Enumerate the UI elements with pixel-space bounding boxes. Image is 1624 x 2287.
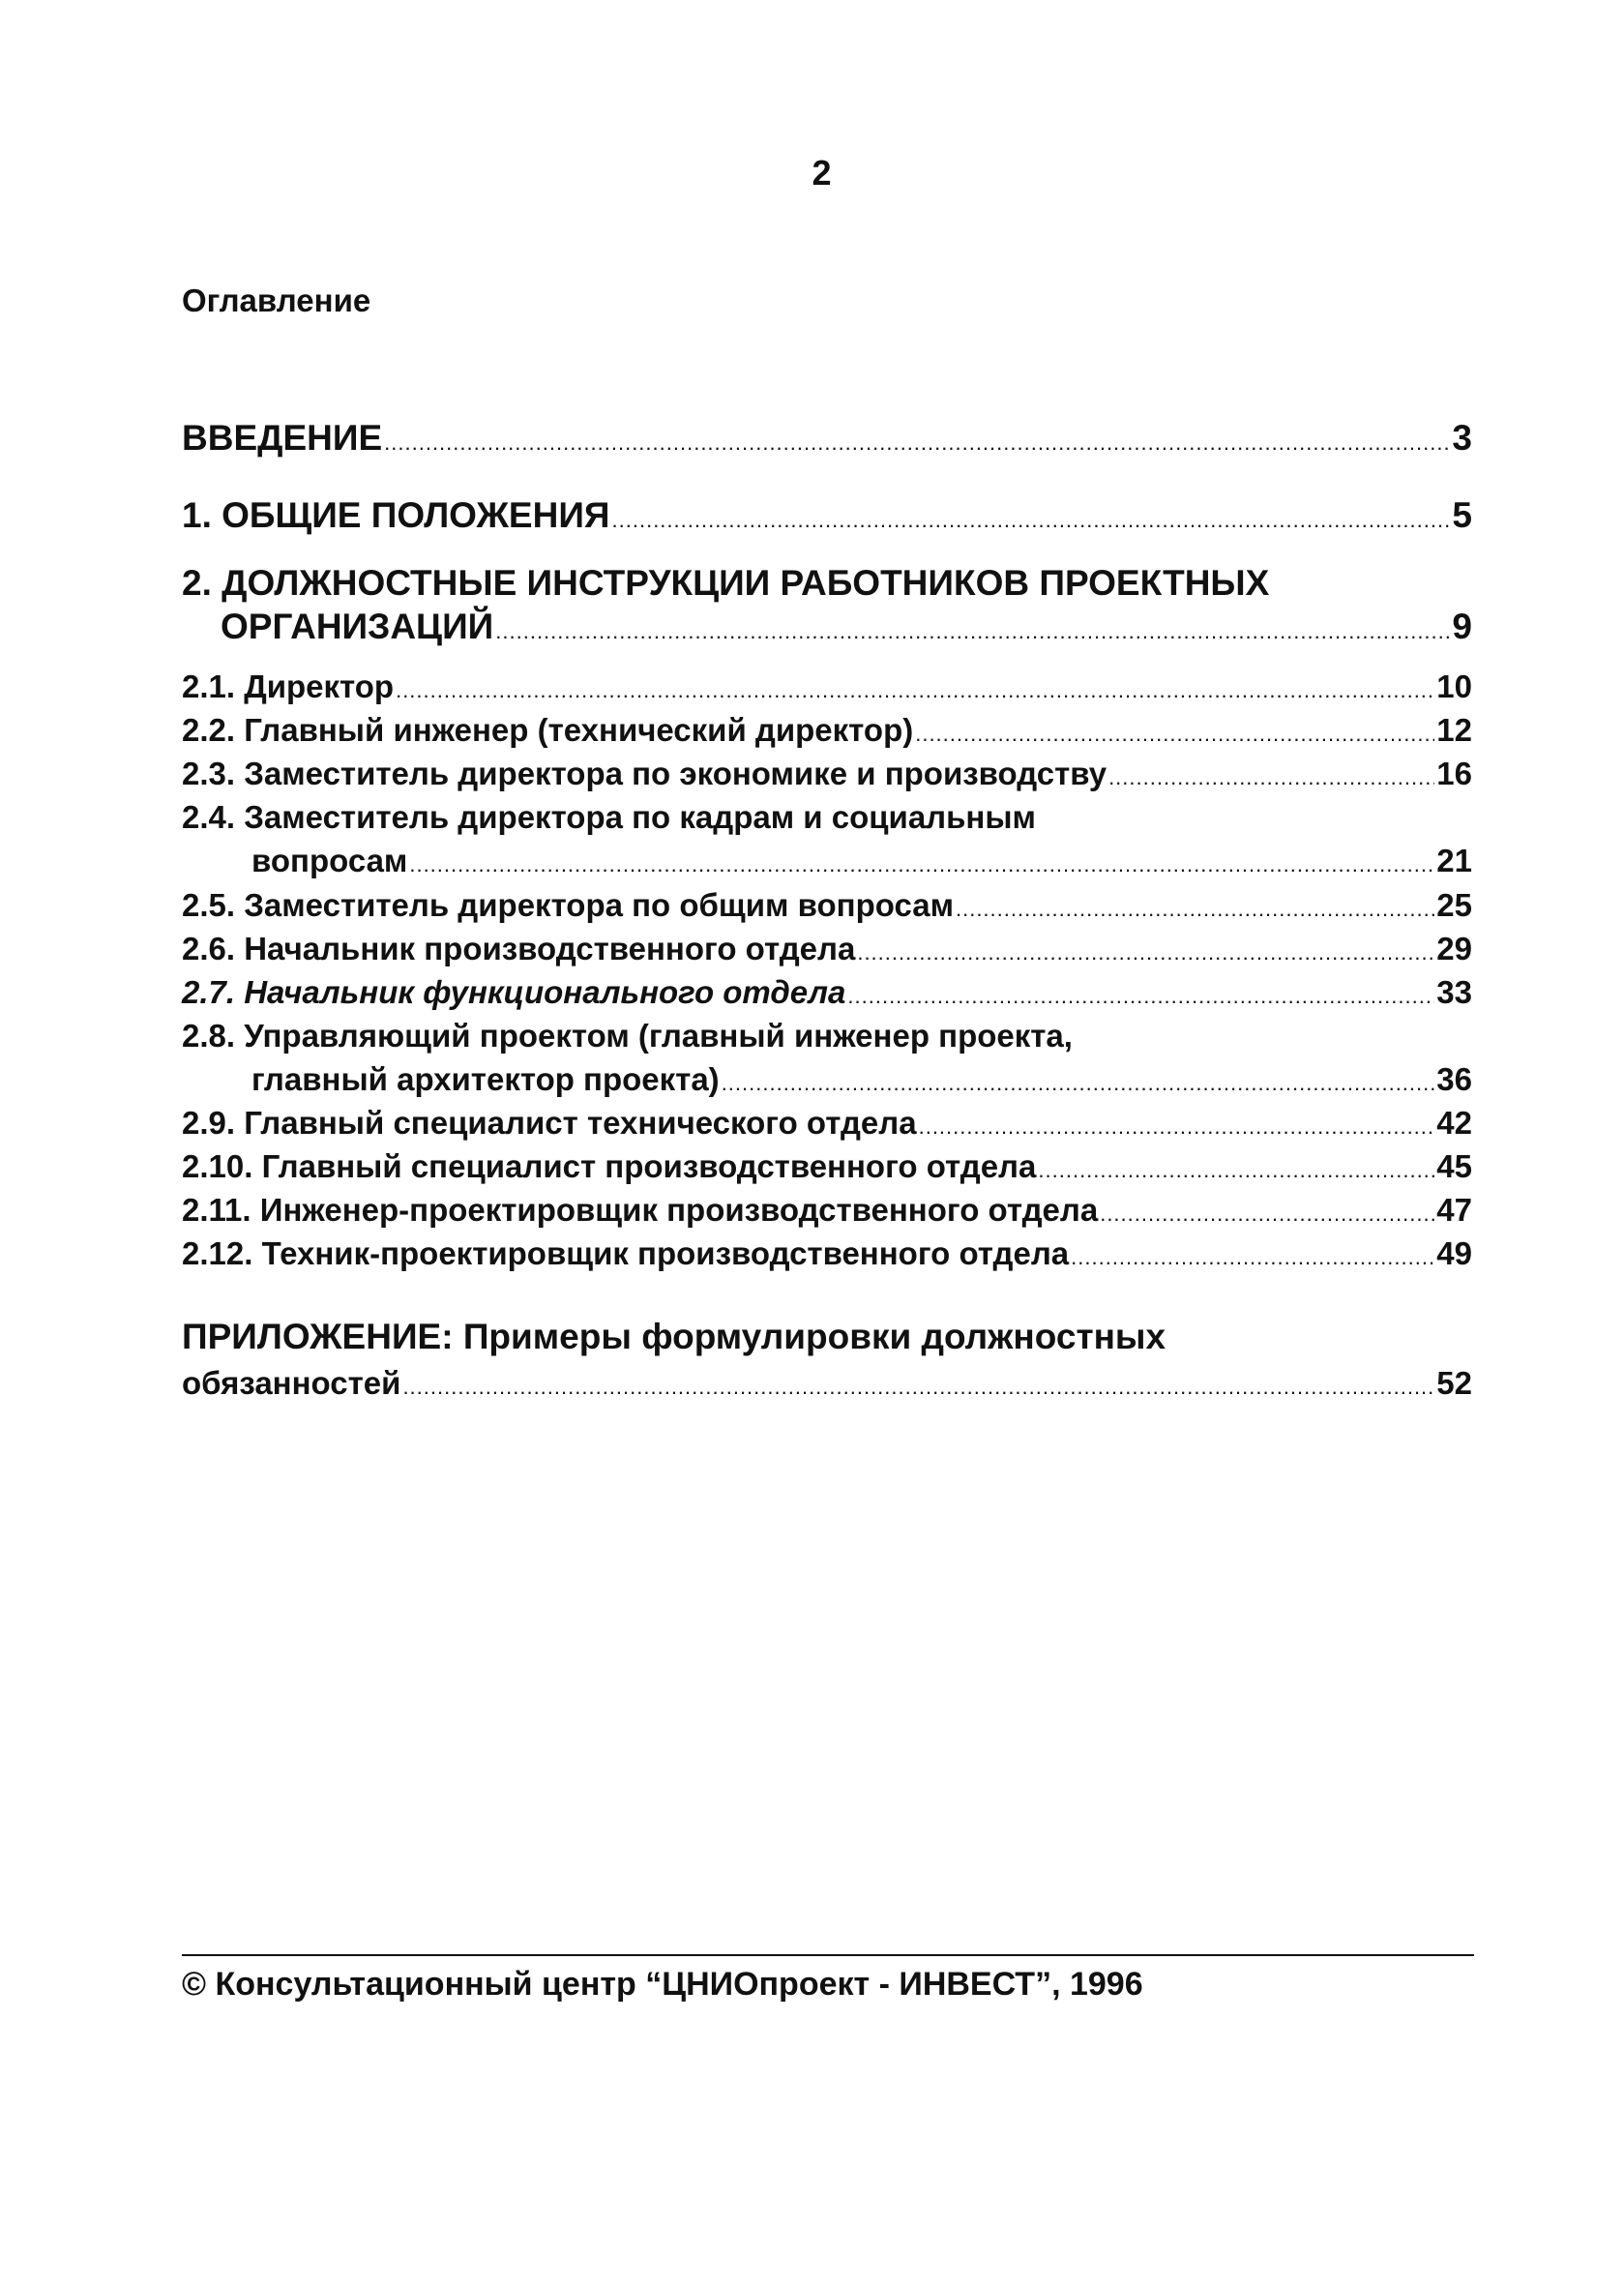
dot-leader <box>1108 758 1434 797</box>
toc-entry-page: 16 <box>1436 756 1472 791</box>
toc-entry-page: 45 <box>1436 1148 1472 1184</box>
copyright-footer: © Консультационный центр “ЦНИОпроект - ИНВЕСТ”, 1996 <box>182 1966 1143 2003</box>
toc-entry-2-4[interactable] <box>251 842 1472 884</box>
toc-entry-page: 9 <box>1452 607 1472 646</box>
toc-entry-page: 52 <box>1436 1365 1472 1401</box>
toc-entry-page: 21 <box>1436 843 1472 878</box>
footer-divider <box>182 1954 1474 1956</box>
toc-entry-label: обязанностей <box>182 1365 401 1401</box>
toc-entry-page: 47 <box>1436 1192 1472 1228</box>
toc-entry-2-4-line1[interactable]: 2.4. Заместитель директора по кадрам и социальным <box>182 799 1036 835</box>
toc-entry-label: 2.5. Заместитель директора по общим вопросам <box>182 887 954 923</box>
dot-leader <box>396 671 1434 710</box>
dot-leader <box>956 890 1434 929</box>
toc-entry-label: 2.2. Главный инженер (технический директор) <box>182 712 914 748</box>
toc-entry-2-8[interactable] <box>251 1060 1472 1103</box>
toc-entry-2-3[interactable] <box>182 755 1472 797</box>
toc-entry-2-9[interactable] <box>182 1104 1472 1146</box>
dot-leader <box>919 1108 1435 1146</box>
toc-entry-page: 49 <box>1436 1235 1472 1271</box>
dot-leader <box>1100 1195 1434 1233</box>
toc-entry-label: 2.12. Техник-проектировщик производственного отдела <box>182 1235 1070 1271</box>
toc-entry-2-6[interactable] <box>182 930 1472 972</box>
toc-entry-page: 36 <box>1436 1061 1472 1097</box>
toc-entry-page: 12 <box>1436 712 1472 748</box>
toc-entry-label: ВВЕДЕНИЕ <box>182 418 383 458</box>
dot-leader <box>915 715 1434 754</box>
toc-entry-label: ОРГАНИЗАЦИЙ <box>221 607 494 646</box>
toc-entry-2-1[interactable] <box>182 668 1472 710</box>
toc-entry-2-7[interactable] <box>182 973 1472 1016</box>
toc-entry-section-1[interactable] <box>182 496 1472 540</box>
toc-entry-label: вопросам <box>251 843 408 878</box>
toc-entry-label: 2.9. Главный специалист технического отдела <box>182 1105 917 1141</box>
toc-entry-page: 10 <box>1436 668 1472 704</box>
toc-entry-label: 2.3. Заместитель директора по экономике и производству <box>182 756 1107 791</box>
toc-title: Оглавление <box>182 282 371 318</box>
toc-entry-section-2-line1[interactable]: 2. ДОЛЖНОСТНЫЕ ИНСТРУКЦИИ РАБОТНИКОВ ПРОЕКТНЫХ <box>182 563 1270 603</box>
toc-entry-label: главный архитектор проекта) <box>251 1061 720 1097</box>
toc-entry-label: 2.10. Главный специалист производственного отдела <box>182 1148 1037 1184</box>
toc-entry-2-5[interactable] <box>182 886 1472 929</box>
toc-entry-appendix[interactable] <box>182 1364 1472 1407</box>
toc-entry-label: 2.7. Начальник функционального отдела <box>182 974 846 1010</box>
toc-entry-label: 2.6. Начальник производственного отдела <box>182 931 856 966</box>
toc-entry-page: 3 <box>1452 418 1472 458</box>
dot-leader <box>612 501 1451 540</box>
dot-leader <box>402 1368 1434 1407</box>
dot-leader <box>1071 1238 1434 1277</box>
dot-leader <box>847 977 1434 1016</box>
toc-entry-page: 5 <box>1452 495 1472 535</box>
dot-leader <box>495 612 1450 651</box>
toc-entry-page: 42 <box>1436 1105 1472 1141</box>
toc-entry-page: 29 <box>1436 931 1472 966</box>
toc-entry-section-2[interactable] <box>221 608 1472 651</box>
toc-entry-page: 33 <box>1436 974 1472 1010</box>
toc-entry-2-10[interactable] <box>182 1147 1472 1190</box>
toc-entry-2-8-line1[interactable]: 2.8. Управляющий проектом (главный инженер проекта, <box>182 1018 1073 1054</box>
toc-entry-label: 2.11. Инженер-проектировщик производственного отдела <box>182 1192 1099 1228</box>
dot-leader <box>1038 1151 1434 1190</box>
dot-leader <box>722 1064 1435 1103</box>
dot-leader <box>409 846 1434 884</box>
toc-entry-label: 1. ОБЩИЕ ПОЛОЖЕНИЯ <box>182 495 610 535</box>
dot-leader <box>857 934 1434 972</box>
toc-entry-appendix-line1[interactable]: ПРИЛОЖЕНИЕ: Примеры формулировки должностных <box>182 1317 1166 1356</box>
toc-entry-label: 2.1. Директор <box>182 668 395 704</box>
toc-entry-2-2[interactable] <box>182 711 1472 754</box>
toc-entry-page: 25 <box>1436 887 1472 923</box>
dot-leader <box>384 424 1450 462</box>
toc-entry-2-11[interactable] <box>182 1191 1472 1233</box>
toc-entry-intro[interactable] <box>182 419 1472 462</box>
toc-entry-2-12[interactable] <box>182 1234 1472 1277</box>
page-number: 2 <box>812 153 832 193</box>
